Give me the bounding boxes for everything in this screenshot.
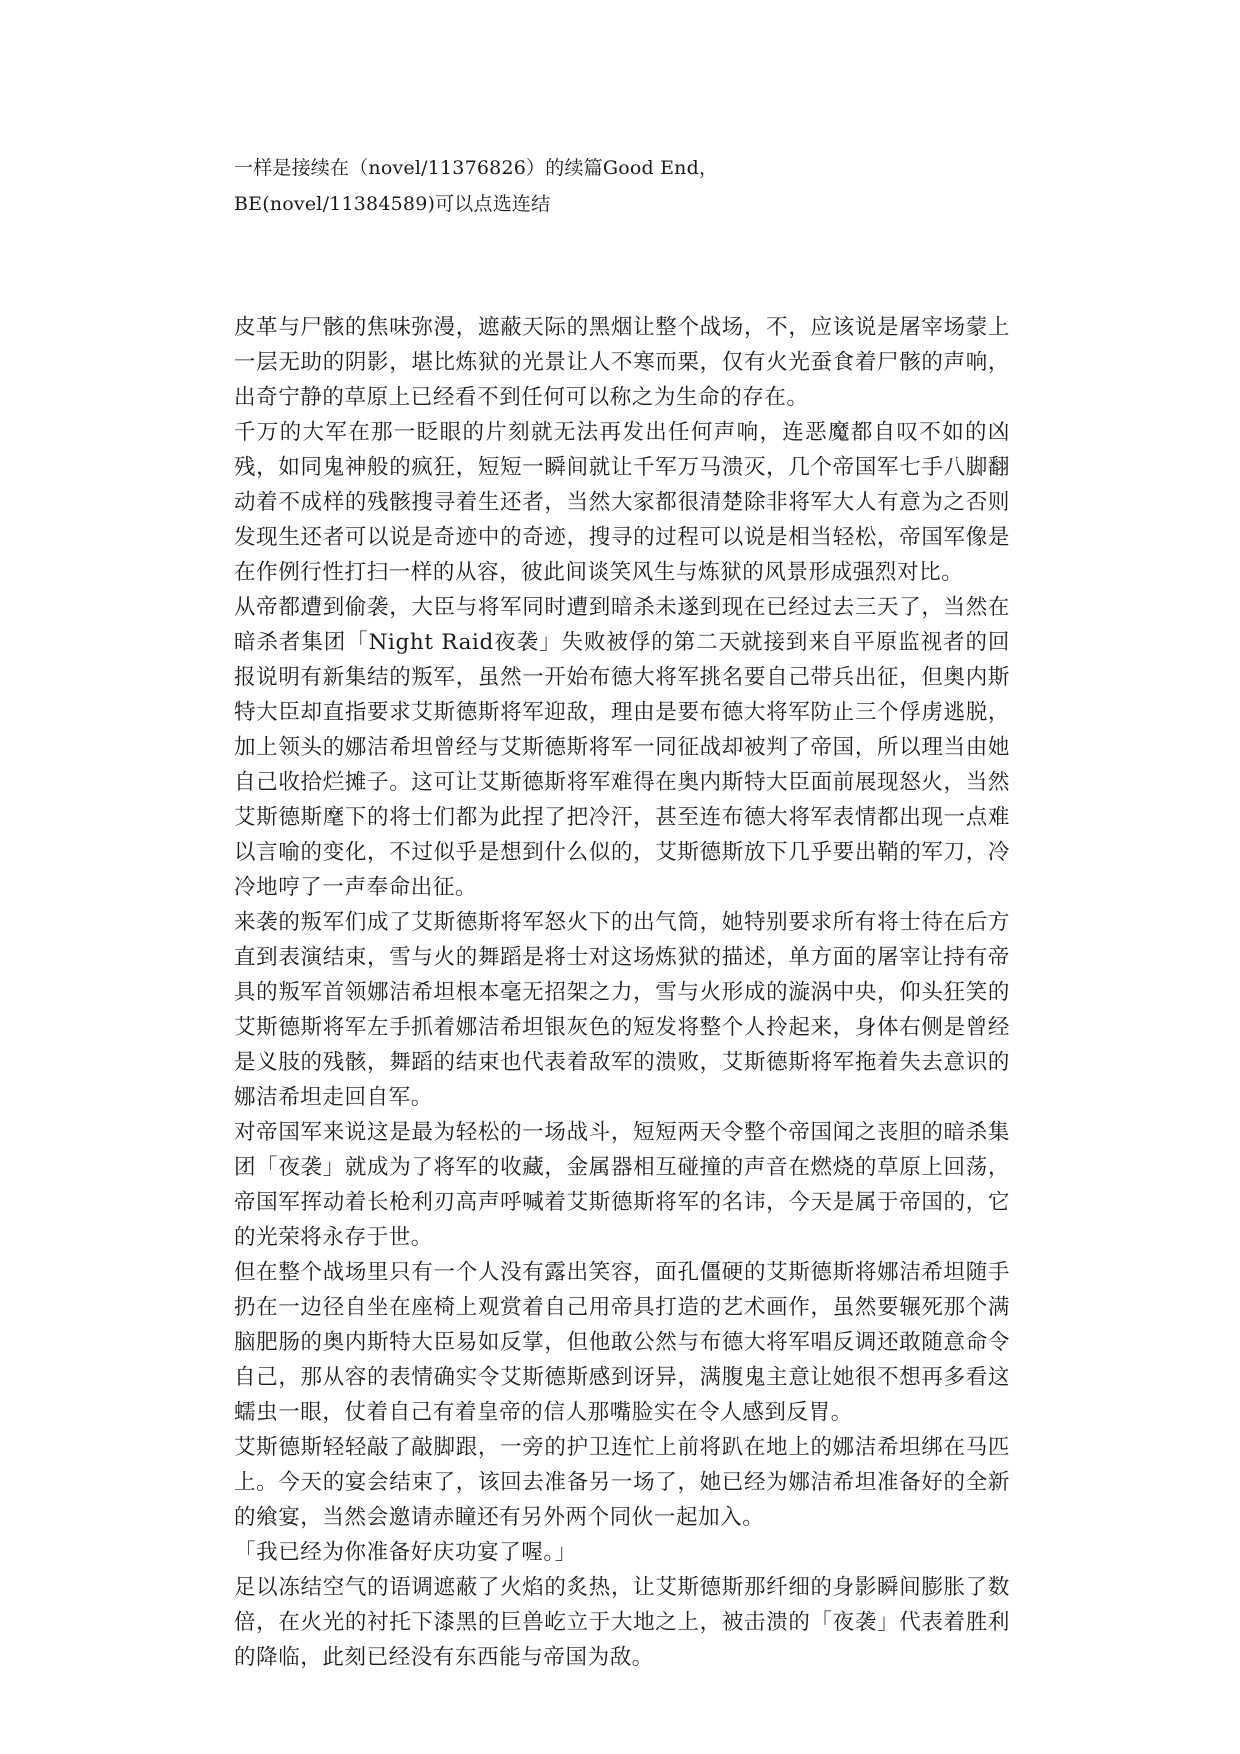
paragraph-2: 千万的大军在那一眨眼的片刻就无法再发出任何声响，连恶魔都自叹不如的凶残，如同鬼神般的疯狂，短短一瞬间就让千军万马溃灭，几个帝国军七手八脚翻动着不成样的残骸搜寻着生还者，当然大家都很清楚除非将军大人有意为之否则发现生还者可以说是奇迹中的奇迹，搜寻的过程可以说是相当轻松，帝国军像是在作例行性打扫一样的从容，彼此间谈笑风生与炼狱的风景形成强烈对比。	[234, 420, 1010, 585]
paragraph-1: 皮革与尸骸的焦味弥漫，遮蔽天际的黑烟让整个战场，不，应该说是屠宰场蒙上一层无助的阴影，堪比炼狱的光景让人不寒而栗，仅有火光蚕食着尸骸的声响，出奇宁静的草原上已经看不到任何可以称之为生命的存在。	[234, 315, 1010, 410]
paragraph-6: 但在整个战场里只有一个人没有露出笑容，面孔僵硬的艾斯德斯将娜洁希坦随手扔在一边径自坐在座椅上观赏着自己用帝具打造的艺术画作，虽然要辗死那个满脑肥肠的奥内斯特大臣易如反掌，但他敢公然与布德大将军唱反调还敢随意命令自己，那从容的表情确实令艾斯德斯感到讶异，满腹鬼主意让她很不想再多看这蠕虫一眼，仗着自己有着皇帝的信人那嘴脸实在令人感到反胃。	[234, 1260, 1010, 1425]
paragraph-4: 来袭的叛军们成了艾斯德斯将军怒火下的出气筒，她特别要求所有将士待在后方直到表演结束，雪与火的舞蹈是将士对这场炼狱的描述，单方面的屠宰让持有帝具的叛军首领娜洁希坦根本毫无招架之力，雪与火形成的漩涡中央，仰头狂笑的艾斯德斯将军左手抓着娜洁希坦银灰色的短发将整个人拎起来，身体右侧是曾经是义肢的残骸，舞蹈的结束也代表着敌军的溃败，艾斯德斯将军拖着失去意识的娜洁希坦走回自军。	[234, 910, 1010, 1110]
paragraph-7: 艾斯德斯轻轻敲了敲脚跟，一旁的护卫连忙上前将趴在地上的娜洁希坦绑在马匹上。今天的宴会结束了，该回去准备另一场了，她已经为娜洁希坦准备好的全新的飨宴，当然会邀请赤瞳还有另外两个同伙一起加入。	[234, 1435, 1010, 1530]
paragraph-3: 从帝都遭到偷袭，大臣与将军同时遭到暗杀未遂到现在已经过去三天了，当然在暗杀者集团「Night Raid夜袭」失败被俘的第二天就接到来自平原监视者的回报说明有新集结的叛军，虽然一开始布德大将军挑名要自己带兵出征，但奥内斯特大臣却直指要求艾斯德斯将军迎敌，理由是要布德大将军防止三个俘虏逃脱，加上领头的娜洁希坦曾经与艾斯德斯将军一同征战却被判了帝国，所以理当由她自己收拾烂摊子。这可让艾斯德斯将军难得在奥内斯特大臣面前展现怒火，当然艾斯德斯麾下的将士们都为此捏了把冷汗，甚至连布德大将军表情都出现一点难以言喻的变化，不过似乎是想到什么似的，艾斯德斯放下几乎要出鞘的军刀，冷冷地哼了一声奉命出征。	[234, 595, 1010, 900]
paragraph-9: 足以冻结空气的语调遮蔽了火焰的炙热，让艾斯德斯那纤细的身影瞬间膨胀了数倍，在火光的衬托下漆黑的巨兽屹立于大地之上，被击溃的「夜袭」代表着胜利的降临，此刻已经没有东西能与帝国为敌。	[234, 1575, 1010, 1670]
header-line-2: BE(novel/11384589)可以点选连结	[234, 193, 551, 215]
paragraph-5: 对帝国军来说这是最为轻松的一场战斗，短短两天令整个帝国闻之丧胆的暗杀集团「夜袭」就成为了将军的收藏，金属器相互碰撞的声音在燃烧的草原上回荡，帝国军挥动着长枪利刃高声呼喊着艾斯德斯将军的名讳，今天是属于帝国的，它的光荣将永存于世。	[234, 1120, 1010, 1250]
header-note	[234, 150, 1054, 222]
story-body	[234, 310, 1010, 1675]
paragraph-8-dialogue: 「我已经为你准备好庆功宴了喔。」	[234, 1540, 577, 1565]
header-line-1: 一样是接续在（novel/11376826）的续篇Good End，	[234, 157, 719, 179]
